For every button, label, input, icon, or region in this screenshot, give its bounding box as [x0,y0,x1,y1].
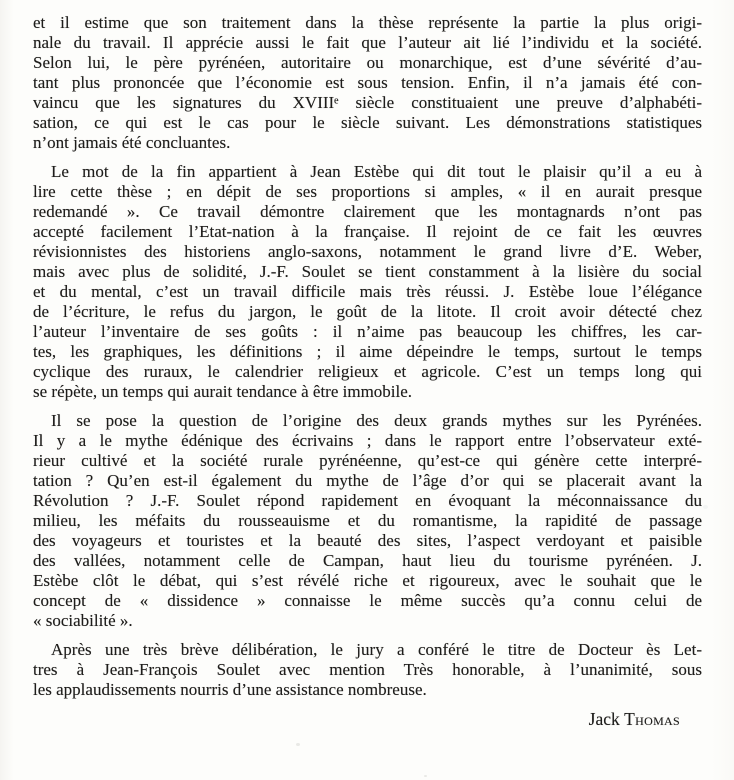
text-line: n’ont jamais été concluantes. [33,133,231,152]
text-line: concept de « dissidence » connaisse le même succès qu’a connu celui de [33,591,702,610]
text-line: vaincu que les signatures du XVIIIᵉ siècle constituaient une preuve d’alphabéti- [33,93,702,112]
text-line: mais avec plus de solidité, J.-F. Soulet se tient constamment à la lisière du social [33,262,702,281]
text-line: nale du travail. Il apprécie aussi le fait que l’auteur ait lié l’individu et la société. [33,33,702,52]
text-line: les applaudissements nourris d’une assistance nombreuse. [33,680,427,699]
text-line: milieu, les méfaits du rousseauisme et du romantisme, la rapidité de passage [33,511,702,530]
text-line: rieur cultivé et la société rurale pyrénéenne, qu’est-ce qui génère cette interpré- [33,451,702,470]
text-line: cyclique des ruraux, le calendrier religieux et agricole. C’est un temps long qui [33,362,702,381]
paragraph-3 [33,411,702,631]
article-body [33,13,702,729]
text-line: tes, les graphiques, les définitions ; il aime dépeindre le temps, surtout le temps [33,342,702,361]
text-line: Après une très brève délibération, le jury a conféré le titre de Docteur ès Let- [51,640,702,659]
text-line: et du mental, c’est un travail difficile mais très réussi. J. Estèbe loue l’élégance [33,282,702,301]
text-line: l’auteur l’inventaire de ses goûts : il n’aime pas beaucoup les chiffres, les car- [33,322,702,341]
text-line: tation ? Qu’en est-il également du mythe de l’âge d’or qui se placerait avant la [33,471,702,490]
paragraph-2 [33,162,702,402]
text-line: sation, ce qui est le cas pour le siècle suivant. Les démonstrations statistiques [33,113,702,132]
text-line: Il se pose la question de l’origine des deux grands mythes sur les Pyrénées. [51,411,702,430]
text-line: Selon lui, le père pyrénéen, autoritaire ou monarchique, est d’une sévérité d’au- [33,53,702,72]
scan-speck [424,775,427,777]
text-line: tant plus prononcée que l’économie est sous tension. Enfin, il n’a jamais été con- [33,73,702,92]
author-signature [33,709,702,729]
text-line: Estèbe clôt le débat, qui s’est révélé riche et rigoureux, avec le souhait que le [33,571,702,590]
text-line: se répète, un temps qui aurait tendance à être immobile. [33,382,413,401]
text-line: et il estime que son traitement dans la thèse représente la partie la plus origi- [33,13,702,32]
scan-speck [703,505,708,509]
text-line: révisionnistes des historiens anglo-saxons, notamment le grand livre d’E. Weber, [33,242,702,261]
text-line: des voyageurs et touristes et la beauté des sites, l’aspect verdoyant et paisible [33,531,702,550]
text-line: accepté facilement l’Etat-nation à la française. Il rejoint de ce fait les œuvres [33,222,702,241]
text-line: Révolution ? J.-F. Soulet répond rapidement en évoquant la méconnaissance du [33,491,702,510]
paragraph-1 [33,13,702,153]
text-line: « sociabilité ». [33,611,133,630]
text-line: Il y a le mythe édénique des écrivains ; dans le rapport entre l’observateur exté- [33,431,702,450]
author-family-name: Thomas [624,709,680,729]
text-line: Le mot de la fin appartient à Jean Estèbe qui dit tout le plaisir qu’il a eu à [51,162,702,181]
paragraph-4 [33,640,702,700]
text-line: des vallées, notamment celle de Campan, haut lieu du tourisme pyrénéen. J. [33,551,702,570]
scan-speck [296,743,300,746]
text-line: de l’écriture, le refus du jargon, le goût de la litote. Il croit avoir détecté chez [33,302,702,321]
text-line: lire cette thèse ; en dépit de ses proportions si amples, « il en aurait presque [33,182,702,201]
text-line: tres à Jean-François Soulet avec mention Très honorable, à l’unanimité, sous [33,660,702,679]
author-given-name: Jack [588,709,620,729]
text-line: redemandé ». Ce travail démontre clairement que les montagnards n’ont pas [33,202,702,221]
